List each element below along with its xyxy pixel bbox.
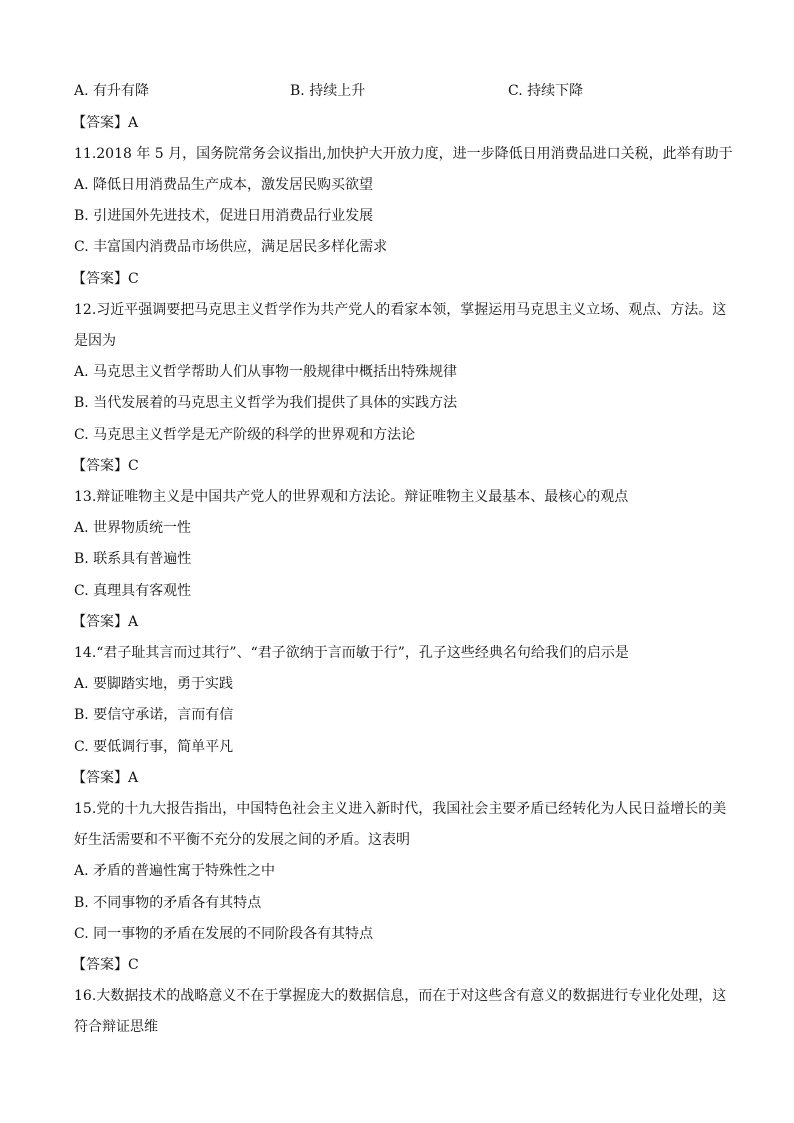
q11-stem: 11.2018 年 5 月，国务院常务会议指出,加快护大开放力度，进一步降低日用消费品进口关税，此举有助于 [74,146,733,162]
q10-option-a: A. 有升有降 [74,83,150,99]
q12-stem-line1: 12.习近平强调要把马克思主义哲学作为共产党人的看家本领，掌握运用马克思主义立场、观点、方法。这 [74,302,727,318]
q15-stem-line2: 好生活需要和不平衡不充分的发展之间的矛盾。这表明 [74,832,410,848]
q15-option-a: A. 矛盾的普遍性寓于特殊性之中 [74,863,276,879]
q14-answer: 【答案】A [72,770,139,786]
q16-stem-line1: 16.大数据技术的战略意义不在于掌握庞大的数据信息，而在于对这些含有意义的数据进行专业化处理，这 [74,988,727,1004]
q15-stem-line1: 15.党的十九大报告指出，中国特色社会主义进入新时代，我国社会主要矛盾已经转化为人民日益增长的美 [74,801,727,817]
q10-options-row [74,81,734,101]
q14-option-b: B. 要信守承诺，言而有信 [74,707,234,723]
q16-stem-line2: 符合辩证思维 [74,1019,158,1035]
q15-option-b: B. 不同事物的矛盾各有其特点 [74,895,262,911]
q13-answer: 【答案】A [72,614,139,630]
q11-option-a: A. 降低日用消费品生产成本，激发居民购买欲望 [74,177,374,193]
q11-option-c: C. 丰富国内消费品市场供应，满足居民多样化需求 [74,239,388,255]
q10-answer: 【答案】A [72,115,139,131]
q12-answer: 【答案】C [72,458,139,474]
q15-option-c: C. 同一事物的矛盾在发展的不同阶段各有其特点 [74,926,374,942]
q13-stem: 13.辩证唯物主义是中国共产党人的世界观和方法论。辩证唯物主义最基本、最核心的观点 [74,489,629,505]
q15-answer: 【答案】C [72,957,139,973]
q11-answer: 【答案】C [72,271,139,287]
q14-option-a: A. 要脚踏实地，勇于实践 [74,676,234,692]
q12-stem-line2: 是因为 [74,333,116,349]
q13-option-a: A. 世界物质统一性 [74,520,192,536]
q12-option-b: B. 当代发展着的马克思主义哲学为我们提供了具体的实践方法 [74,395,458,411]
q10-option-c: C. 持续下降 [508,83,584,99]
q12-option-c: C. 马克思主义哲学是无产阶级的科学的世界观和方法论 [74,427,416,443]
q13-option-b: B. 联系具有普遍性 [74,551,192,567]
q14-option-c: C. 要低调行事，简单平凡 [74,739,234,755]
q11-option-b: B. 引进国外先进技术，促进日用消费品行业发展 [74,208,374,224]
q10-option-b: B. 持续上升 [290,83,366,99]
q12-option-a: A. 马克思主义哲学帮助人们从事物一般规律中概括出特殊规律 [74,364,458,380]
q13-option-c: C. 真理具有客观性 [74,583,192,599]
q14-stem: 14.“君子耻其言而过其行”、“君子欲纳于言而敏于行”，孔子这些经典名句给我们的启示是 [74,645,629,661]
